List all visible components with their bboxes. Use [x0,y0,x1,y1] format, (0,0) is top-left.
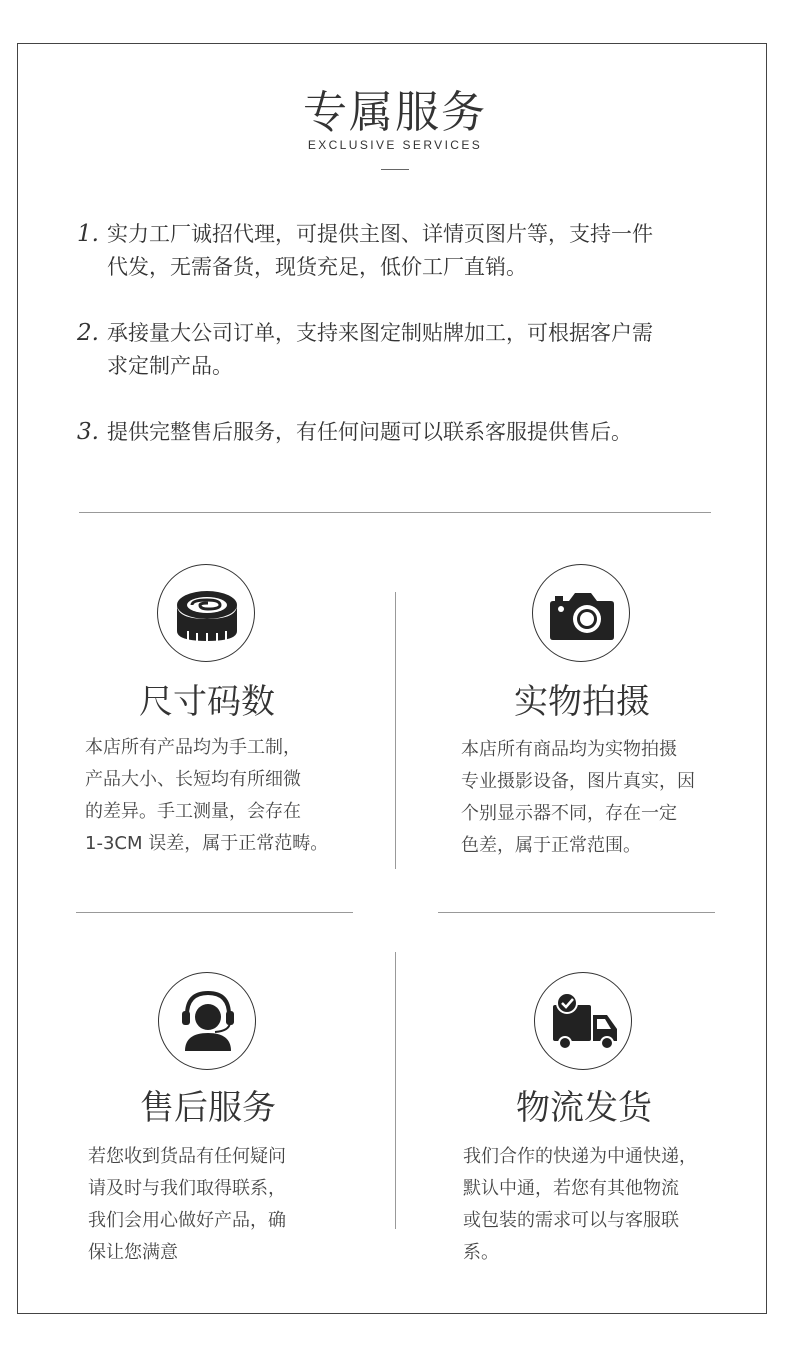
card-divider [76,912,353,913]
card-title: 售后服务 [140,1088,276,1128]
card-line: 本店所有产品均为手工制， [85,737,301,758]
card-line: 个别显示器不同，存在一定 [461,803,677,824]
card-line: 的差异。手工测量，会存在 [85,801,301,822]
card-line: 我们合作的快递为中通快递， [463,1146,697,1167]
card-line: 产品大小、长短均有所细微 [85,769,301,790]
service-line: 实力工厂诚招代理，可提供主图、详情页图片等，支持一件 [107,222,653,246]
card-line: 专业摄影设备，图片真实，因 [461,771,695,792]
delivery-truck-icon [534,972,632,1070]
card-divider [438,912,715,913]
page-title: 专属服务 [303,87,487,138]
service-number: 3. [77,419,99,445]
service-line: 承接量大公司订单，支持来图定制贴牌加工，可根据客户需 [107,321,653,345]
service-item [77,317,717,383]
card-line: 我们会用心做好产品，确 [88,1210,286,1231]
customer-service-icon [158,972,256,1070]
service-number: 1. [77,221,99,247]
column-divider [395,952,396,1229]
card-line: 系。 [463,1242,499,1263]
page-subtitle: EXCLUSIVE SERVICES [307,138,483,152]
card-text [461,734,721,862]
column-divider [395,592,396,869]
section-divider [79,512,711,513]
title-divider [381,169,409,170]
card-line: 保让您满意 [88,1242,178,1263]
card-title: 物流发货 [516,1088,652,1128]
service-line: 求定制产品。 [107,354,233,378]
card-line: 默认中通，若您有其他物流 [463,1178,679,1199]
card-line: 本店所有商品均为实物拍摄 [461,739,677,760]
card-line: 1-3CM 误差，属于正常范畴。 [85,833,329,854]
card-text [85,732,345,860]
service-number: 2. [77,320,99,346]
card-line: 若您收到货品有任何疑问 [88,1146,286,1167]
camera-icon [532,564,630,662]
card-title: 尺寸码数 [139,682,275,722]
service-line: 代发，无需备货，现货充足，低价工厂直销。 [107,255,527,279]
service-item [77,416,717,449]
card-line: 请及时与我们取得联系， [88,1178,286,1199]
card-title: 实物拍摄 [514,682,650,722]
card-text [463,1141,733,1269]
tape-measure-icon [157,564,255,662]
service-line: 提供完整售后服务，有任何问题可以联系客服提供售后。 [107,420,632,444]
service-list [77,218,717,482]
card-line: 色差，属于正常范围。 [461,835,641,856]
card-text [88,1141,348,1269]
service-item [77,218,717,284]
card-line: 或包装的需求可以与客服联 [463,1210,679,1231]
